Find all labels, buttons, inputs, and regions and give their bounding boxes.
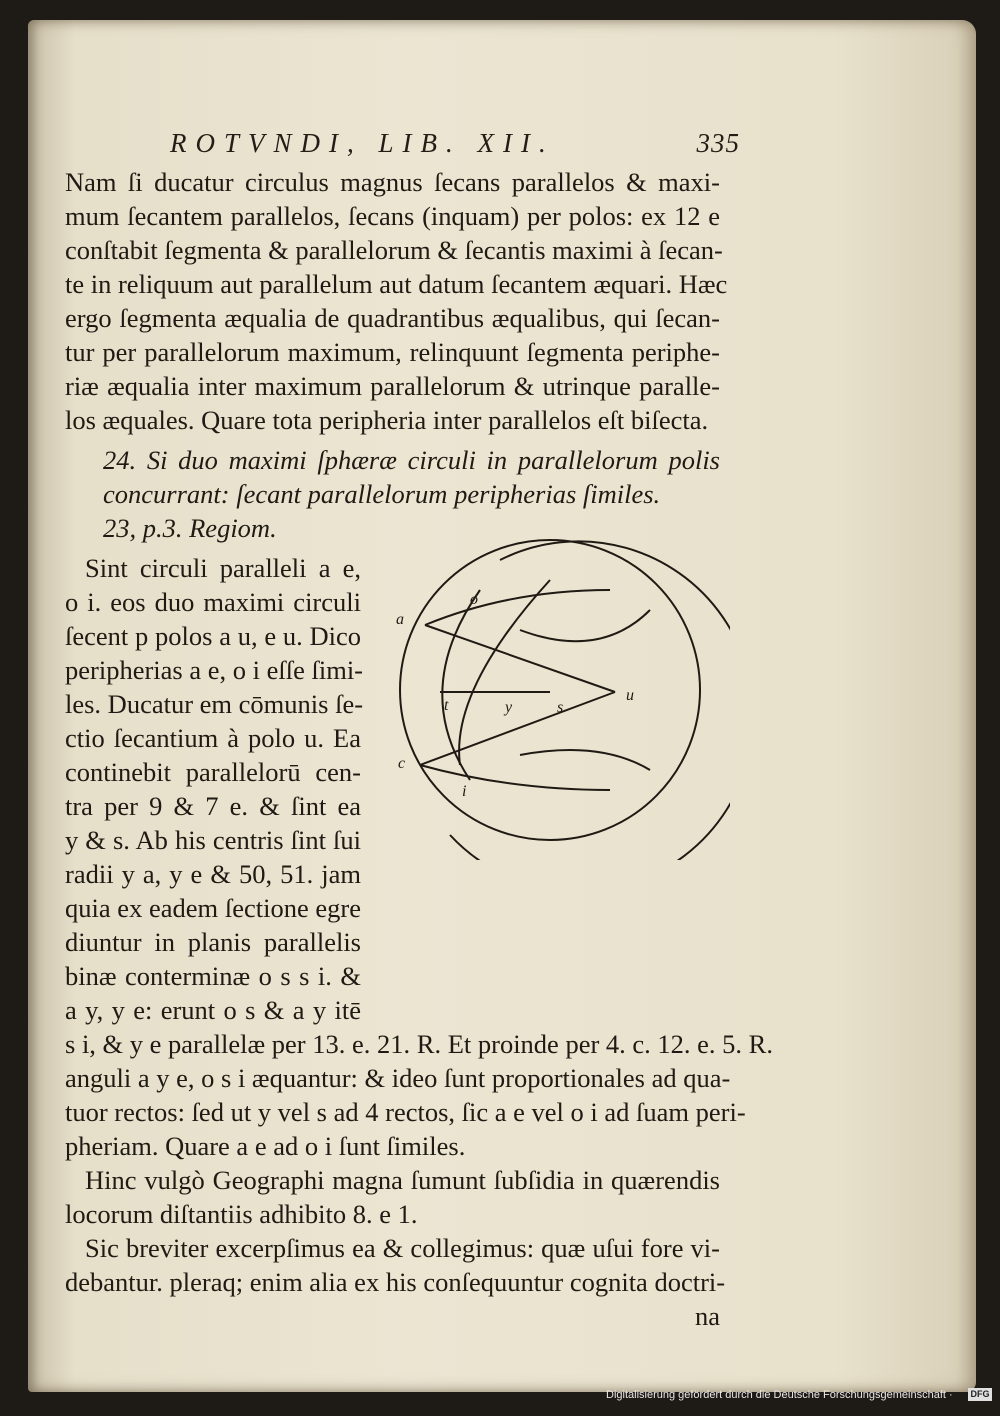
text-line: conſtabit ſegmenta & parallelorum & ſecantis maximi à ſecan- <box>65 235 723 265</box>
text-line: tra per 9 & 7 e. & ſint ea <box>65 791 361 821</box>
proposition-line: concurrant: ſecant parallelorum peripherias ſimiles. <box>103 479 661 509</box>
label-i: i <box>462 783 467 800</box>
text-line: continebit parallelorū cen- <box>65 757 361 787</box>
text-line: quia ex eadem ſectione egre <box>65 893 361 923</box>
text-line: los æquales. Quare tota peripheria inter parallelos eſt biſecta. <box>65 405 709 435</box>
text-line: les. Ducatur em cōmunis ſe- <box>65 689 364 719</box>
text-line: peripherias a e, o i eſſe ſimi- <box>65 655 364 685</box>
label-o: o <box>470 591 478 608</box>
text-line: diuntur in planis parallelis <box>65 927 361 957</box>
text-line: y & s. Ab his centris ſint ſui <box>65 825 361 855</box>
arc-o-i <box>442 590 480 780</box>
text-line: riæ æqualia inter maximum parallelorum & utrinque paralle- <box>65 371 720 401</box>
text-line: ctio ſecantium à polo u. Ea <box>65 723 361 753</box>
label-c: c <box>398 755 406 772</box>
label-u: u <box>626 687 634 704</box>
text-line: tur per parallelorum maximum, relinquunt ſegmenta periphe- <box>65 337 720 367</box>
text-line: radii y a, y e & 50, 51. jam <box>65 859 361 889</box>
line-a-center <box>425 625 615 692</box>
inner-circle <box>400 540 700 840</box>
arc-inner-2 <box>520 610 650 641</box>
text-line: anguli a y e, o s i æquantur: & ideo ſunt proportionales ad qua- <box>65 1063 731 1093</box>
text-line: ergo ſegmenta æqualia de quadrantibus æqualibus, qui ſecan- <box>65 303 720 333</box>
text-line: Nam ſi ducatur circulus magnus ſecans parallelos & maxi- <box>65 167 720 197</box>
label-t: t <box>444 697 449 714</box>
text-line: Sint circuli paralleli a e, <box>85 553 361 583</box>
text-line: te in reliquum aut parallelum aut datum ſecantem æquari. Hæc <box>65 269 728 299</box>
dfg-logo: DFG <box>968 1388 992 1401</box>
label-a: a <box>396 611 404 628</box>
text-line: tuor rectos: ſed ut y vel s ad 4 rectos, ſic a e vel o i ad ſuam peri- <box>65 1097 746 1127</box>
proposition-reference: 23, p.3. Regiom. <box>103 513 277 543</box>
parallel-arc-c <box>420 765 610 790</box>
geometric-diagram <box>390 520 730 860</box>
text-line: locorum diſtantiis adhibito 8. e 1. <box>65 1199 418 1229</box>
text-line: Sic breviter excerpſimus ea & collegimus: quæ uſui fore vi- <box>85 1233 720 1263</box>
text-line: Hinc vulgò Geographi magna ſumunt ſubſidia in quærendis <box>85 1165 720 1195</box>
text-line: pheriam. Quare a e ad o i ſunt ſimiles. <box>65 1131 466 1161</box>
label-s: s <box>557 699 564 716</box>
arc-inner-3 <box>520 750 650 770</box>
page-number: 335 <box>696 128 740 158</box>
page-header <box>170 128 740 164</box>
label-y: y <box>505 699 513 716</box>
text-line: a y, y e: erunt o s & a y itē <box>65 995 361 1025</box>
text-line: mum ſecantem parallelos, ſecans (inquam) per polos: ex 12 e <box>65 201 720 231</box>
text-line: debantur. pleraq; enim alia ex his conſequuntur cognita doctri- <box>65 1267 726 1297</box>
catchword: na <box>695 1301 721 1331</box>
line-c-center <box>420 692 615 765</box>
proposition-line: 24. Si duo maximi ſphæræ circuli in parallelorum polis <box>103 445 720 475</box>
running-title: ROTVNDI, LIB. XII. <box>170 128 555 158</box>
text-line: binæ conterminæ o s s i. & <box>65 961 361 991</box>
text-line: ſecent p polos a u, e u. Dico <box>65 621 361 651</box>
footer-text: Digitalisierung gefördert durch die Deutsche Forschungsgemeinschaft · <box>606 1389 953 1401</box>
text-line: o i. eos duo maximi circuli <box>65 587 361 617</box>
text-line: s i, & y e parallelæ per 13. e. 21. R. Et proinde per 4. c. 12. e. 5. R. <box>65 1029 773 1059</box>
